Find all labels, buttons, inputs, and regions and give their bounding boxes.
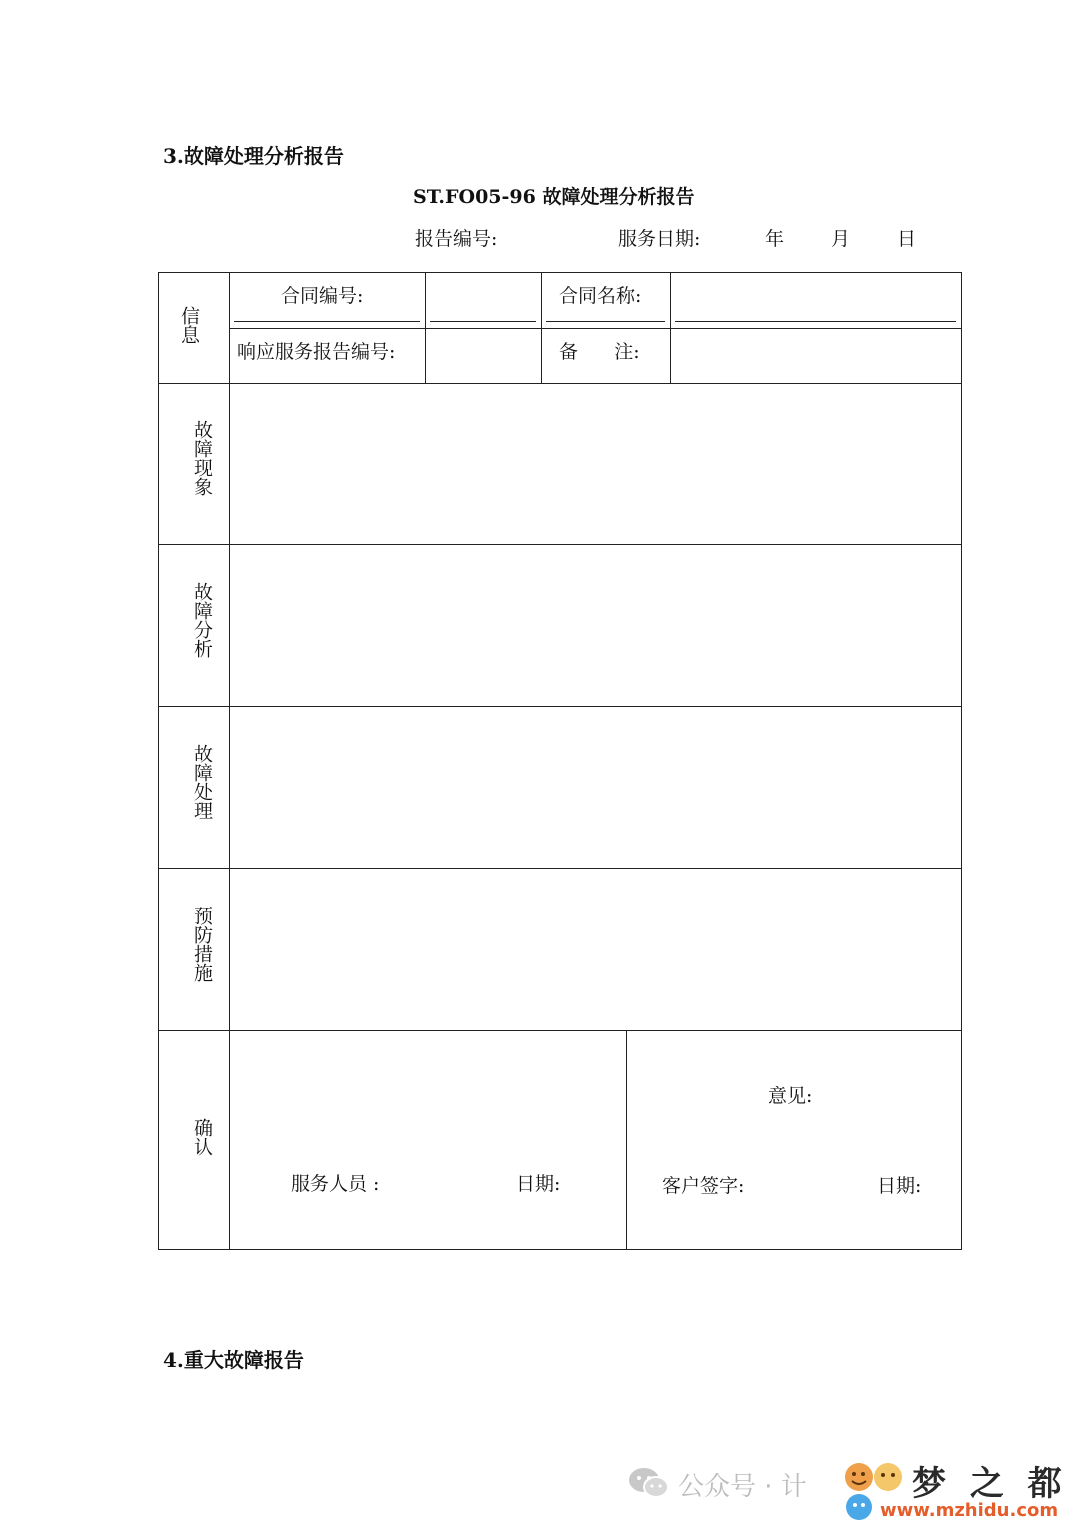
year-label: 年 xyxy=(765,228,785,250)
customer-date-label: 日期: xyxy=(877,1175,922,1197)
service-date-label: 服务日期: xyxy=(618,228,701,250)
service-person-label: 服务人员 : xyxy=(291,1173,380,1195)
logo-text: 梦 之 都 xyxy=(912,1464,1068,1504)
form-title: ST.FO05-96 故障处理分析报告 xyxy=(413,186,695,208)
wechat-icon xyxy=(628,1466,670,1504)
remark-label: 备 注: xyxy=(559,341,640,363)
preventive-measures-label: 预防措施 xyxy=(191,906,213,982)
confirm-row-label: 确认 xyxy=(191,1118,213,1156)
preventive-measures-content[interactable] xyxy=(240,881,950,1021)
section-heading: 3.故障处理分析报告 xyxy=(163,144,344,168)
section-heading-4: 4.重大故障报告 xyxy=(163,1348,304,1372)
logo-url[interactable]: www.mzhidu.com xyxy=(880,1500,1059,1521)
service-date-sign-label: 日期: xyxy=(516,1173,561,1195)
response-report-number-label: 响应服务报告编号: xyxy=(237,341,396,363)
fault-phenomenon-label: 故障现象 xyxy=(191,420,213,496)
fault-analysis-content[interactable] xyxy=(240,557,950,697)
watermark-text: 公众号 · 计 xyxy=(678,1472,807,1502)
customer-signature-label: 客户签字: xyxy=(662,1175,745,1197)
info-row-label: 信息 xyxy=(178,306,200,344)
day-label: 日 xyxy=(897,228,917,250)
opinion-label: 意见: xyxy=(768,1085,813,1107)
contract-number-label: 合同编号: xyxy=(281,285,364,307)
contract-name-label: 合同名称: xyxy=(559,285,642,307)
fault-handling-content[interactable] xyxy=(240,719,950,859)
fault-analysis-label: 故障分析 xyxy=(191,582,213,658)
fault-phenomenon-content[interactable] xyxy=(240,395,950,535)
report-number-label: 报告编号: xyxy=(415,228,498,250)
fault-handling-label: 故障处理 xyxy=(191,744,213,820)
month-label: 月 xyxy=(831,228,851,250)
